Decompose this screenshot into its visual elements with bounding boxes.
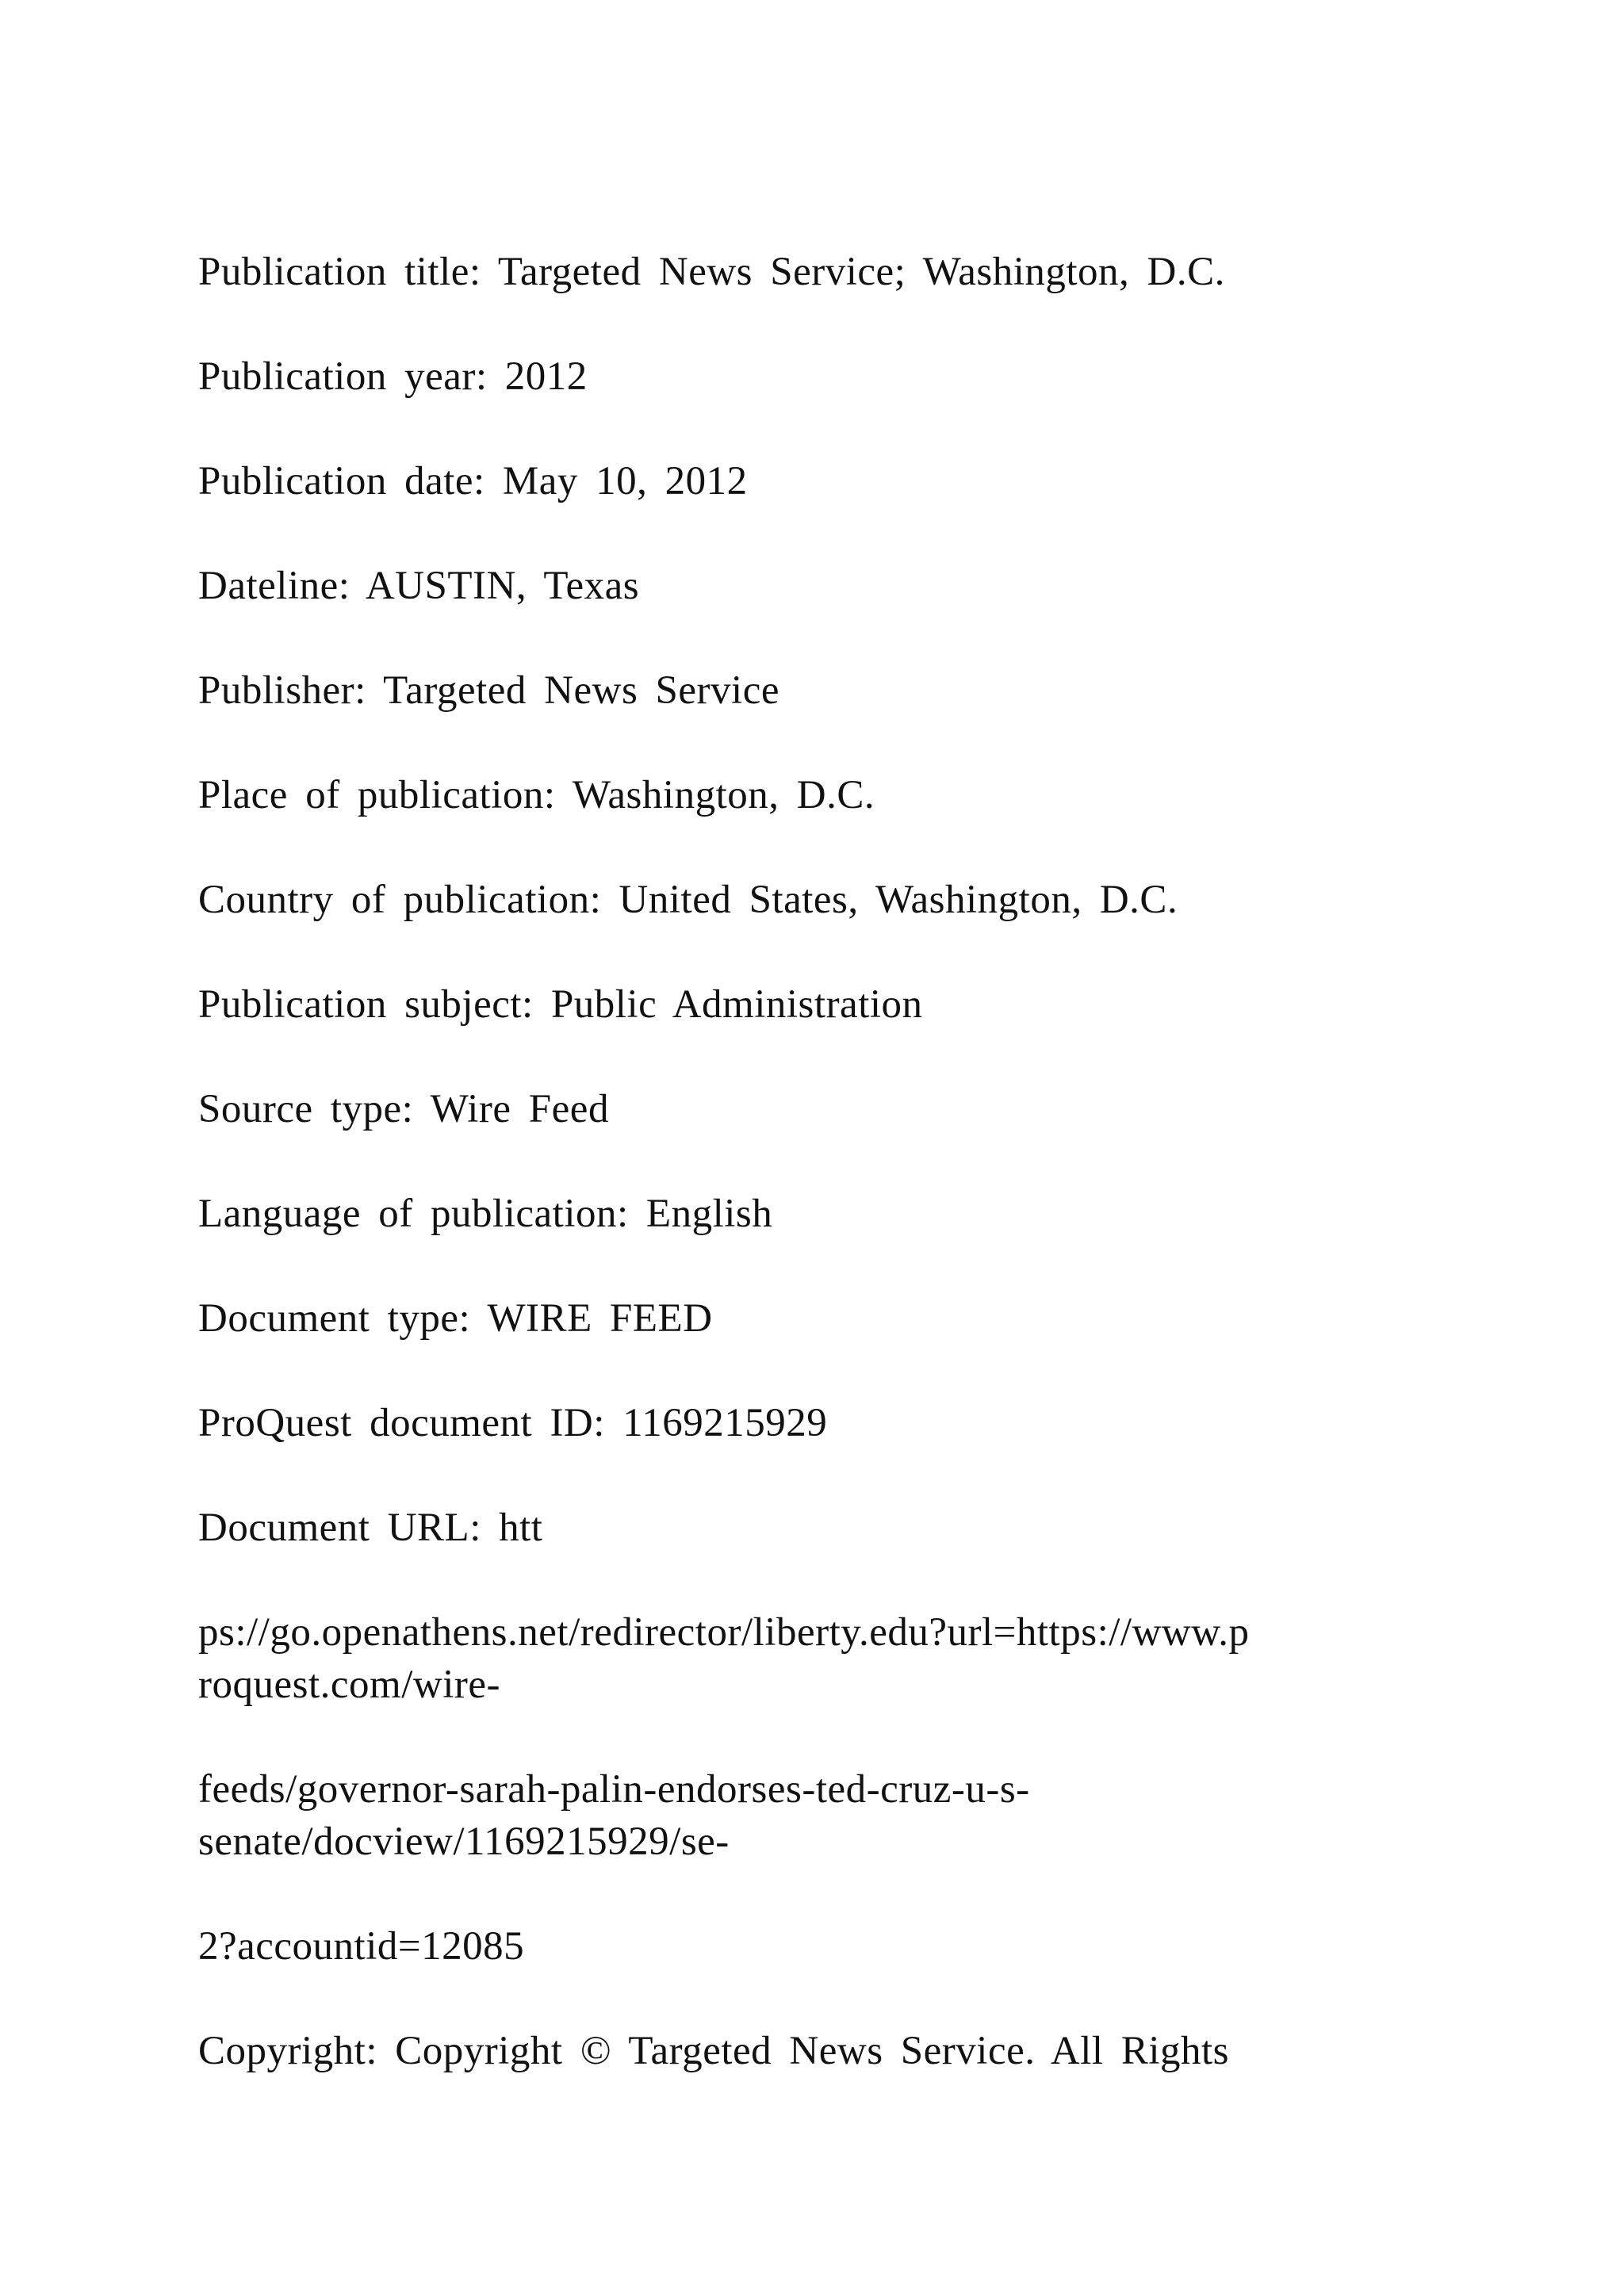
- country-of-publication-line: Country of publication: United States, Washington, D.C.: [198, 878, 1178, 922]
- publication-title-line: Publication title: Targeted News Service; Washington, D.C.: [198, 250, 1225, 294]
- proquest-id-line: ProQuest document ID: 1169215929: [198, 1401, 828, 1445]
- dateline-line: Dateline: AUSTIN, Texas: [198, 564, 640, 608]
- document-url-part-2: roquest.com/wire-: [198, 1663, 500, 1707]
- publication-date-line: Publication date: May 10, 2012: [198, 459, 748, 503]
- source-type-line: Source type: Wire Feed: [198, 1087, 609, 1131]
- language-line: Language of publication: English: [198, 1192, 773, 1236]
- document-url-part-1: ps://go.openathens.net/redirector/liberty.edu?url=https://www.p: [198, 1610, 1250, 1655]
- publication-year-line: Publication year: 2012: [198, 354, 588, 399]
- document-type-line: Document type: WIRE FEED: [198, 1296, 713, 1341]
- publication-subject-line: Publication subject: Public Administration: [198, 982, 923, 1027]
- place-of-publication-line: Place of publication: Washington, D.C.: [198, 773, 875, 817]
- document-url-part-4: senate/docview/1169215929/se-: [198, 1820, 730, 1864]
- document-url-part-5: 2?accountid=12085: [198, 1924, 525, 1969]
- document-url-part-3: feeds/governor-sarah-palin-endorses-ted-cruz-u-s-: [198, 1767, 1030, 1812]
- publisher-line: Publisher: Targeted News Service: [198, 668, 779, 713]
- document-url-label-line: Document URL: htt: [198, 1506, 543, 1550]
- copyright-line: Copyright: Copyright © Targeted News Service. All Rights: [198, 2029, 1230, 2073]
